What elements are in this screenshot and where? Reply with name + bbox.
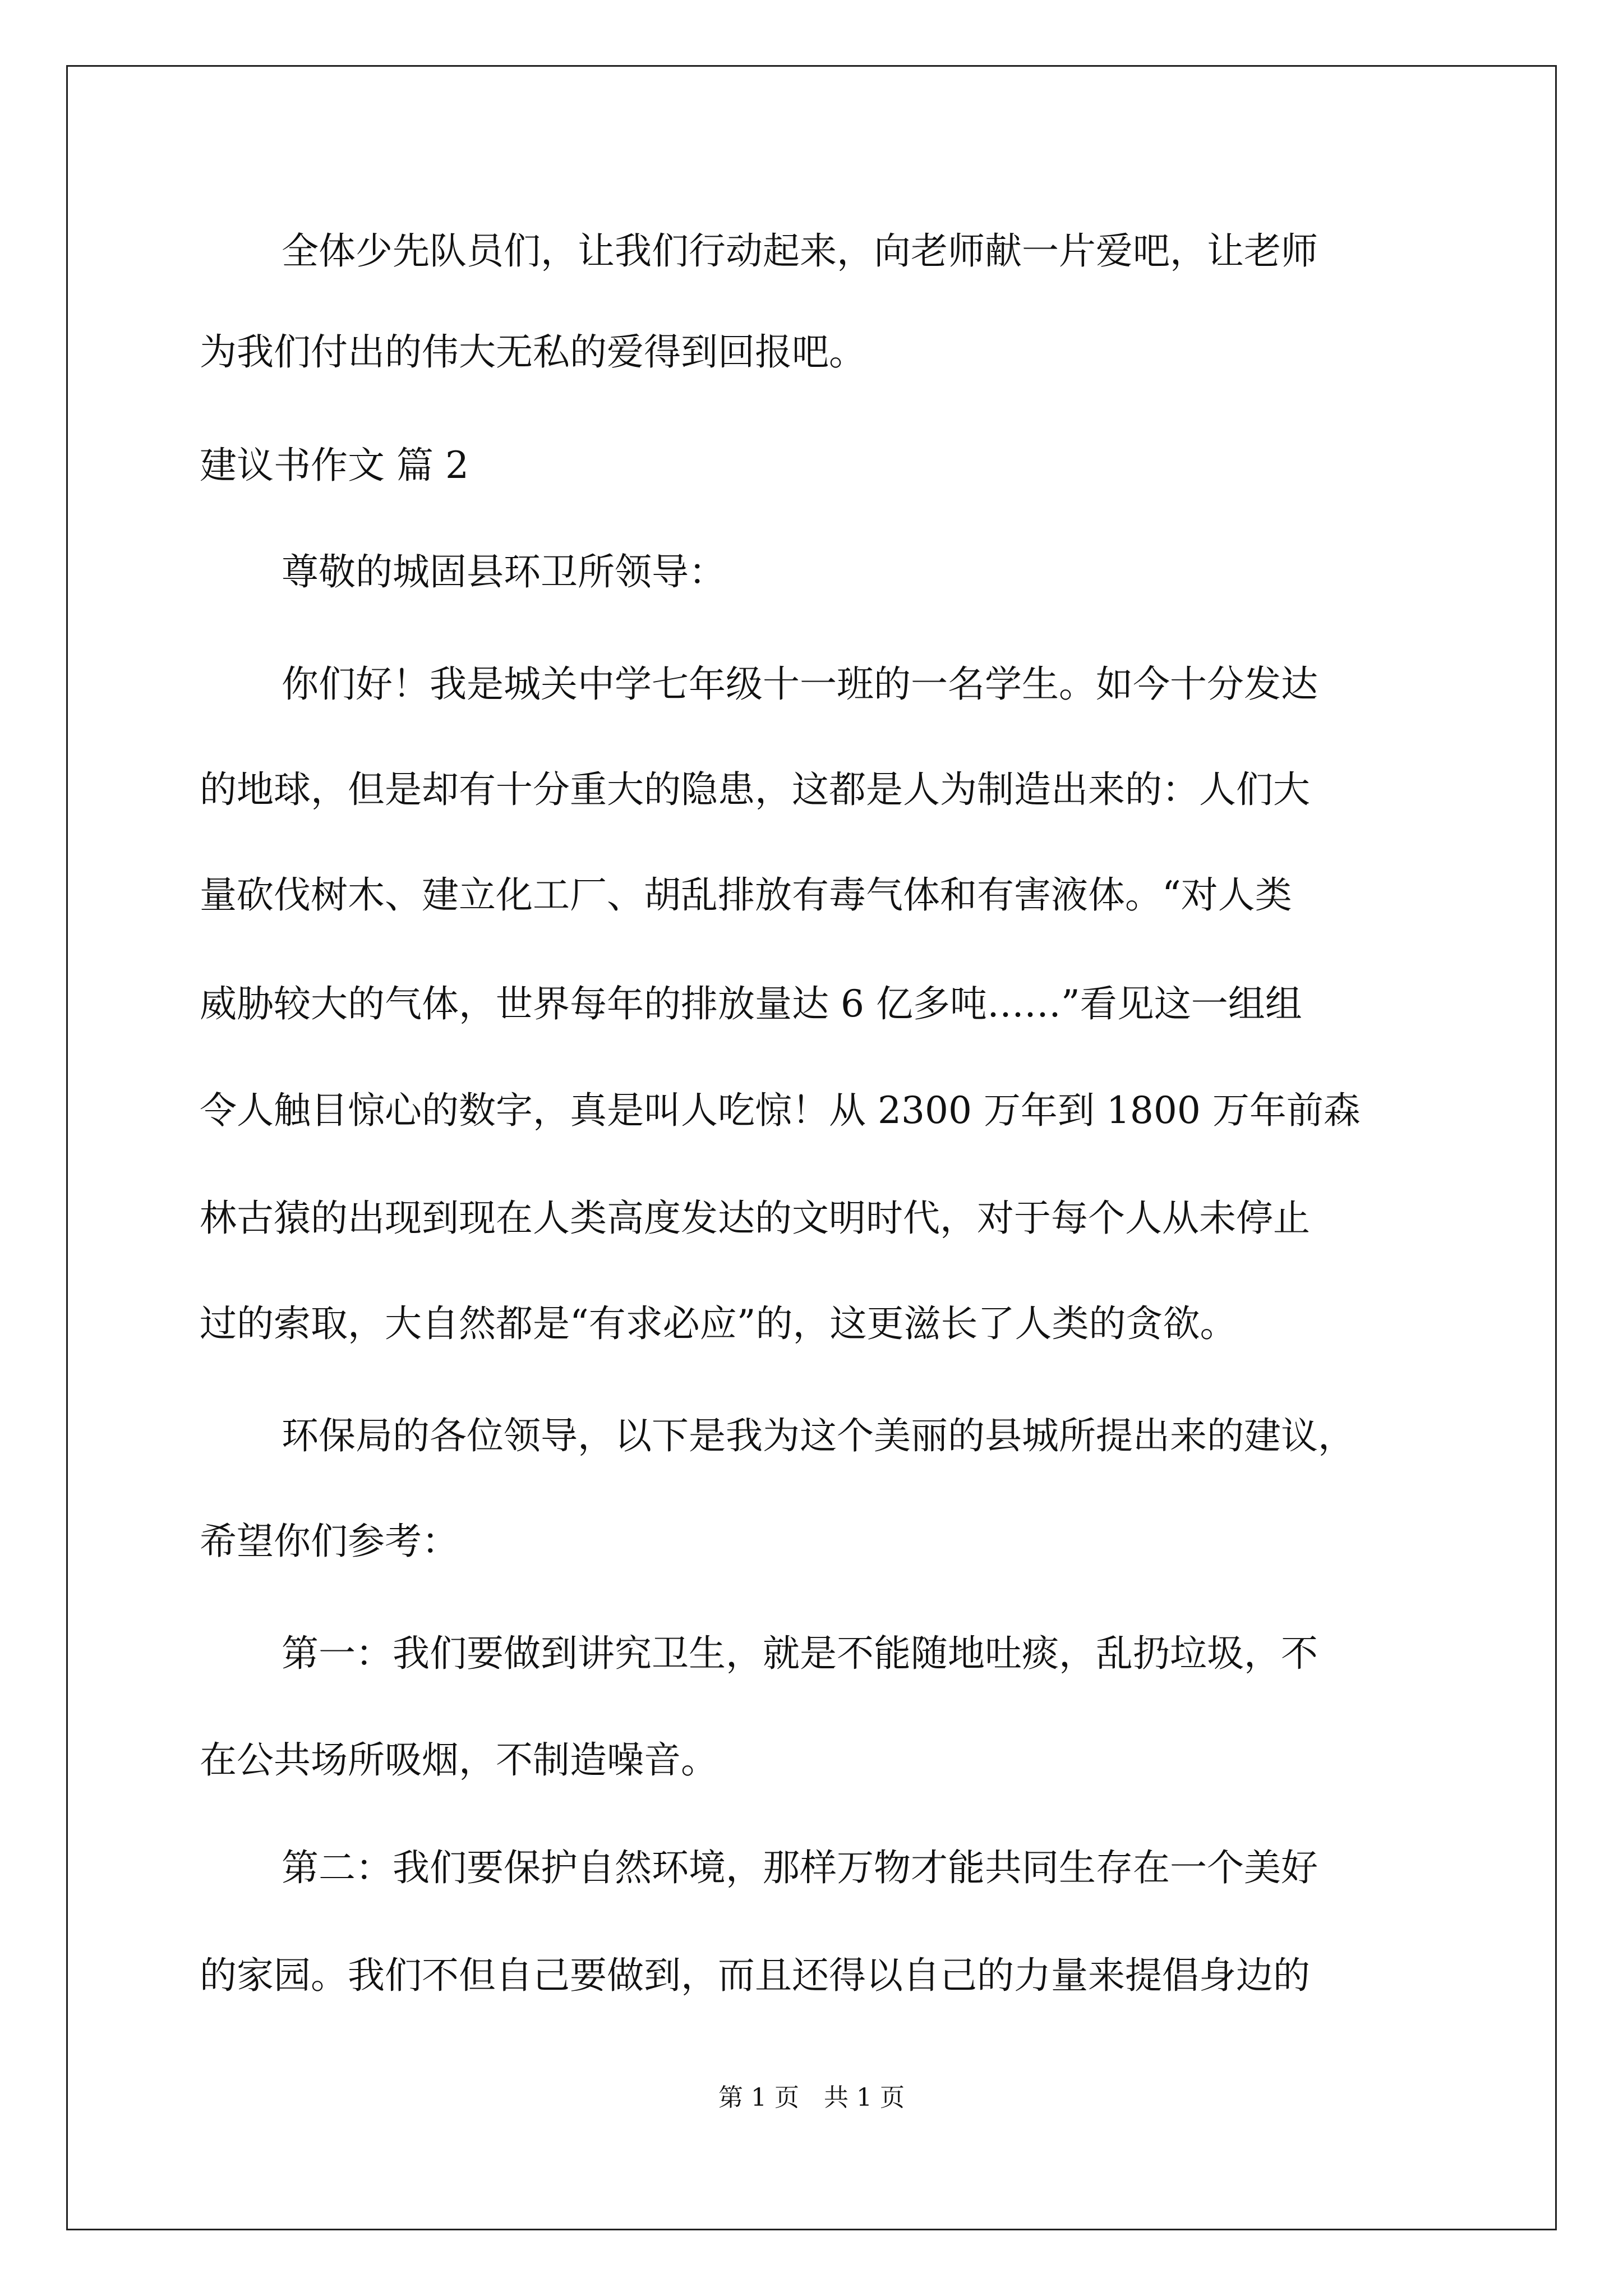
body-line: 环保局的各位领导，以下是我为这个美丽的县城所提出来的建议， (282, 1414, 1355, 1457)
page-border (66, 65, 1557, 2230)
section-heading: 建议书作文 篇 2 (200, 444, 469, 487)
body-line: 在公共场所吸烟，不制造噪音。 (200, 1738, 718, 1782)
body-line: 威胁较大的气体，世界每年的排放量达 6 亿多吨……”看见这一组组 (200, 982, 1302, 1025)
body-line: 的地球，但是却有十分重大的隐患，这都是人为制造出来的：人们大 (200, 768, 1310, 811)
body-line: 全体少先队员们，让我们行动起来，向老师献一片爱吧，让老师 (282, 229, 1318, 273)
body-line: 为我们付出的伟大无私的爱得到回报吧。 (200, 330, 866, 374)
page-number-footer: 第 1 页 共 1 页 (718, 2083, 905, 2112)
body-line: 林古猿的出现到现在人类高度发达的文明时代，对于每个人从未停止 (200, 1197, 1310, 1240)
body-line: 的家园。我们不但自己要做到，而且还得以自己的力量来提倡身边的 (200, 1954, 1310, 1997)
body-line: 过的索取，大自然都是“有求必应”的，这更滋长了人类的贪欲。 (200, 1302, 1237, 1345)
salutation: 尊敬的城固县环卫所领导： (282, 550, 726, 593)
body-line: 第二：我们要保护自然环境，那样万物才能共同生存在一个美好 (282, 1846, 1318, 1889)
body-line: 希望你们参考： (200, 1520, 459, 1563)
body-line: 量砍伐树木、建立化工厂、胡乱排放有毒气体和有害液体。“对人类 (200, 873, 1292, 917)
body-line: 令人触目惊心的数字，真是叫人吃惊！从 2300 万年到 1800 万年前森 (200, 1089, 1361, 1132)
body-line: 你们好！我是城关中学七年级十一班的一名学生。如今十分发达 (282, 662, 1318, 706)
body-line: 第一：我们要做到讲究卫生，就是不能随地吐痰，乱扔垃圾，不 (282, 1632, 1318, 1675)
